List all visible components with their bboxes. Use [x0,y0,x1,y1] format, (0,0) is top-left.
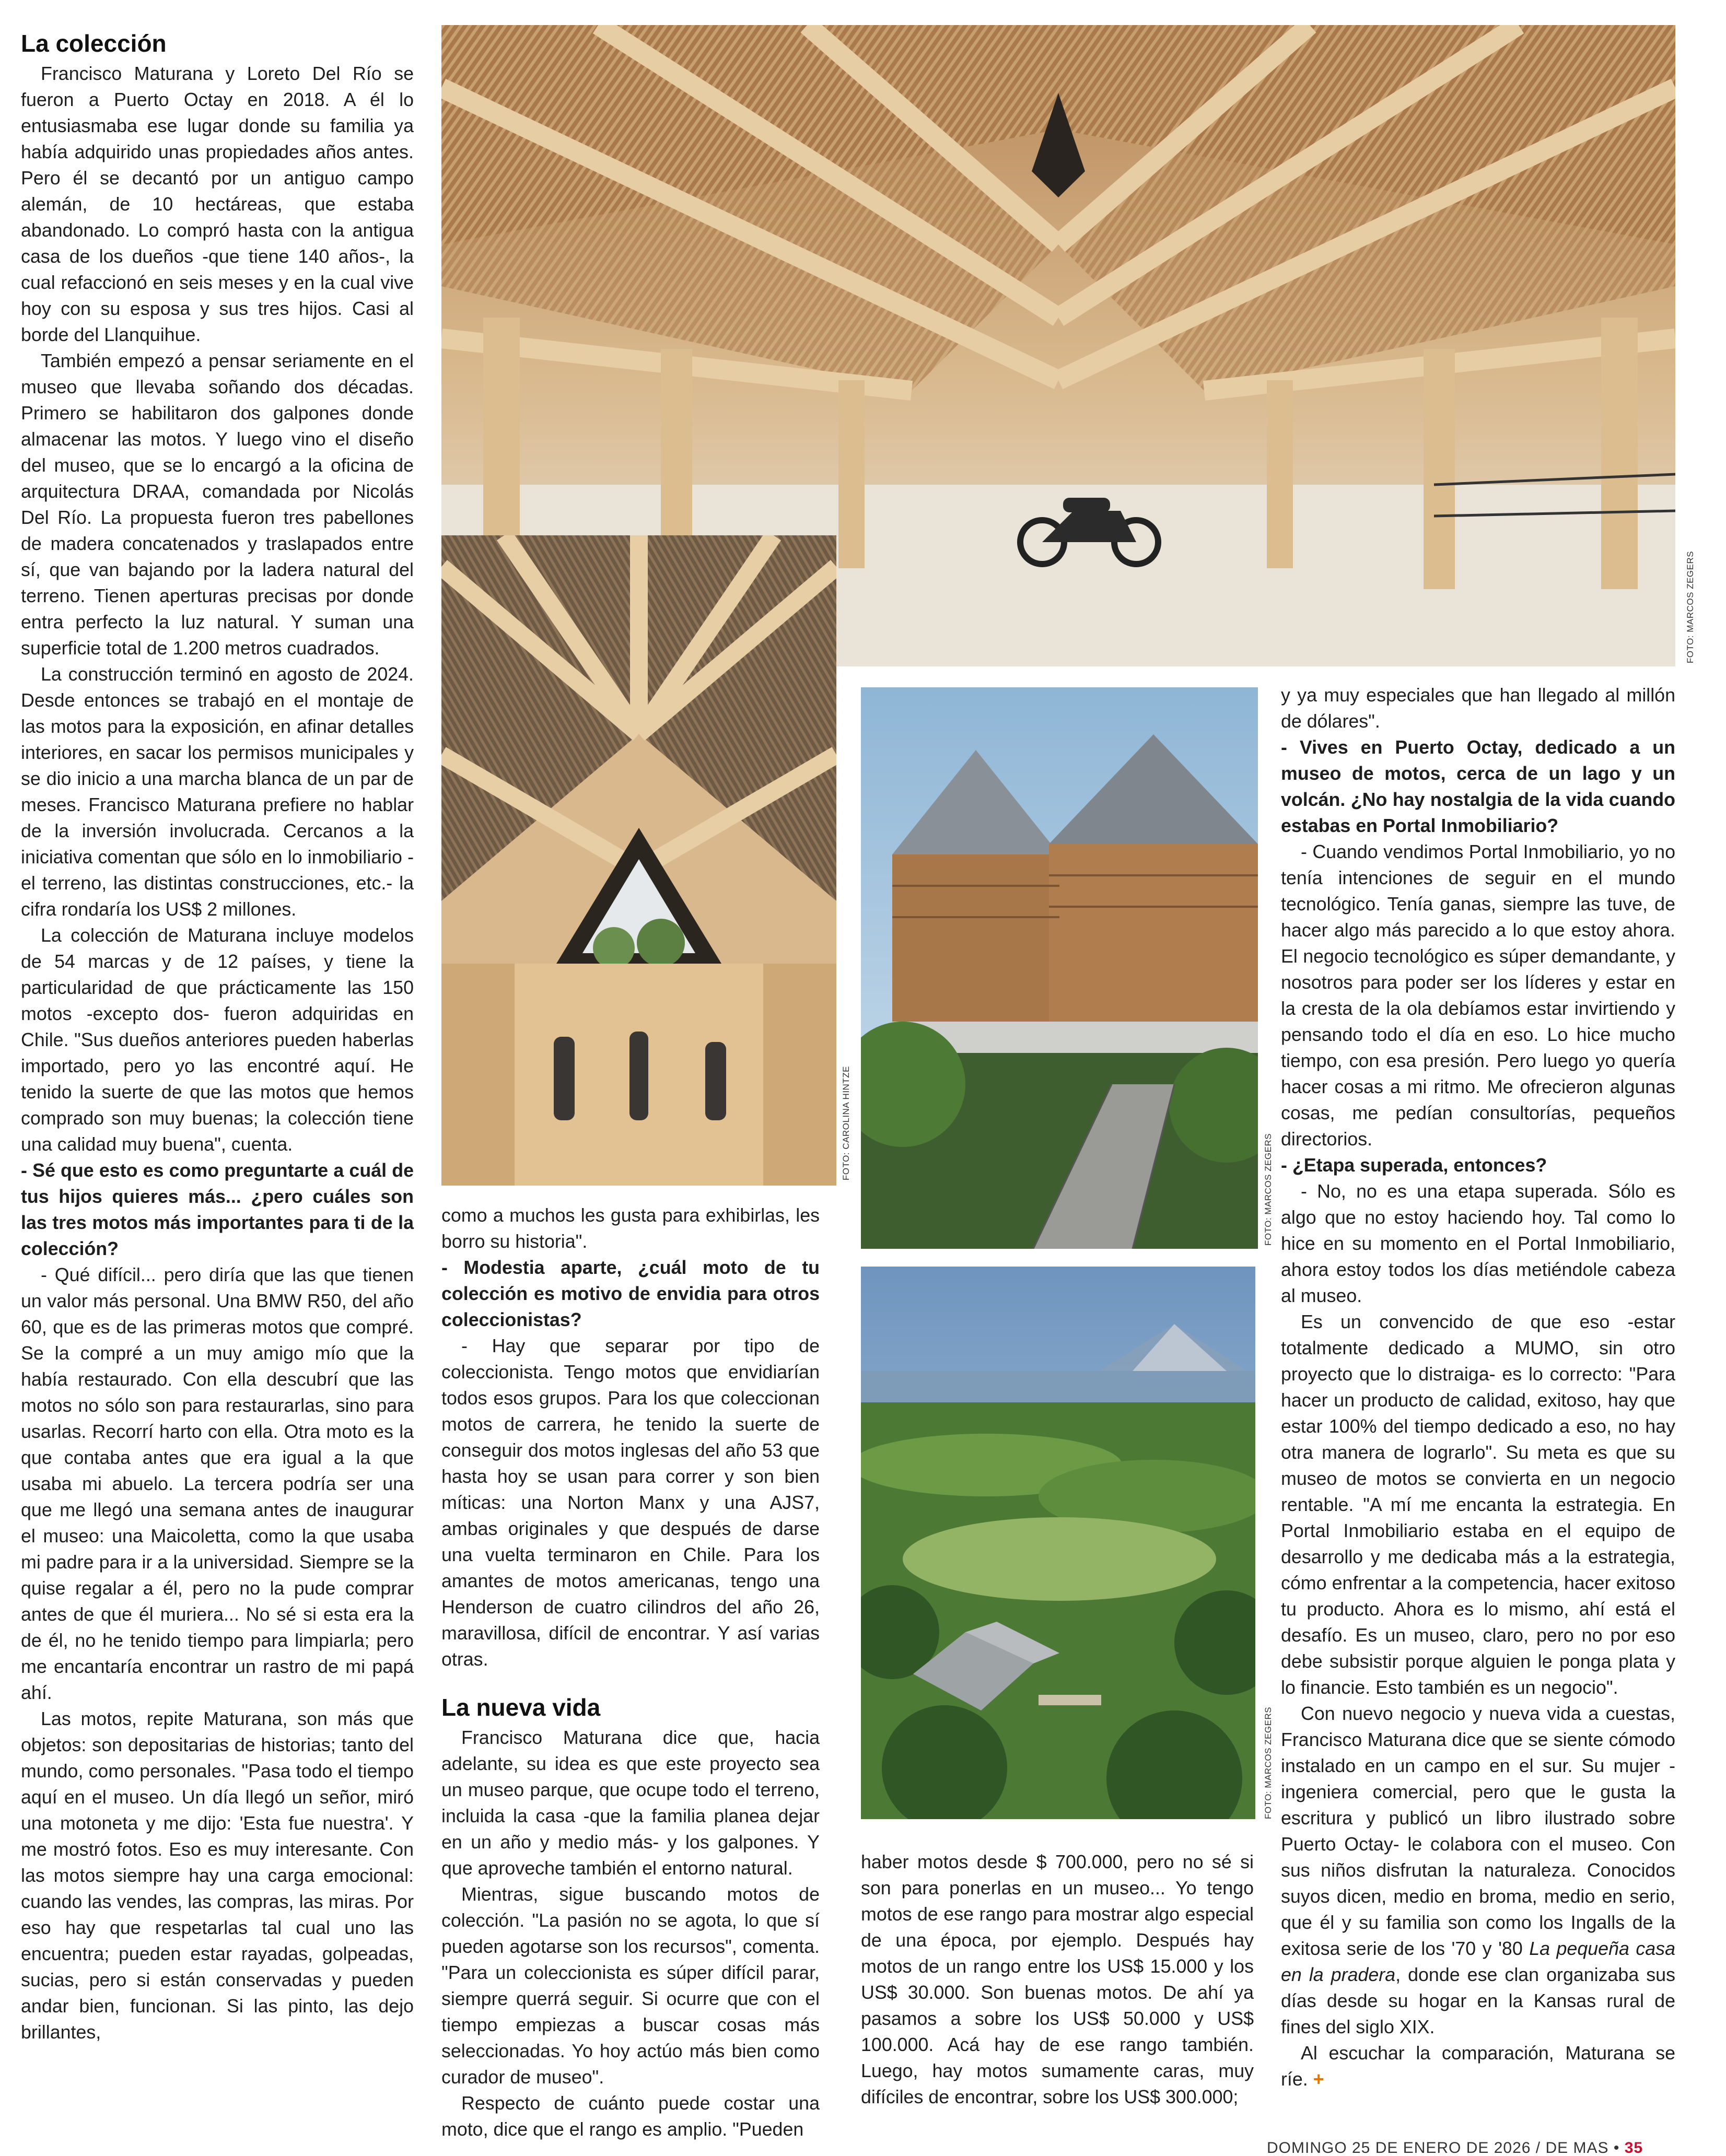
series-title: La pequeña casa en la pradera [1281,1938,1675,1985]
photo-aerial-lake-volcano [861,1267,1255,1819]
interview-question: - Modestia aparte, ¿cuál moto de tu colección es motivo de envidia para otros coleccionistas? [441,1257,820,1330]
paragraph: La construcción terminó en agosto de 2024. Desde entonces se trabajó en el montaje de las motos para la exposición, en afinar detalles interiores, en sacar los permisos municipales y se dio inicio a una marcha blanca de un par de meses. Francisco Maturana prefiere no hablar de la inversión involucrada. Cercanos a la iniciativa comentan que sólo en lo inmobiliario -el terreno, las distintas construcciones, etc.- la cifra rondaría los US$ 2 millones. [21,664,414,920]
paragraph: - Cuando vendimos Portal Inmobiliario, yo no tenía intenciones de seguir en el mundo tecnológico. Tenía ganas, siempre las tuve, de hacer algo más parecido a lo que estoy ahora. El negocio tecnológico es súper demandante, y nosotros para poder ser los líderes y estar en la cresta de la ola debíamos estar invirtiendo y pensando todo el día en eso. Lo hice mucho tiempo, con esa presión. Pero luego yo quería hacer cosas a mi ritmo. Me ofrecieron algunas cosas, me pedían consultorías, pequeños directorios. [1281,841,1675,1150]
section-heading-la-coleccion: La colección [21,30,167,57]
paragraph: Es un convencido de que eso -estar totalmente dedicado a MUMO, sin otro proyecto que lo distraiga- es lo correcto: "Para hacer un producto de calidad, exitoso, hay que estar 100% del tiempo dedicado a eso, no hay otra manera de lograrlo". Su meta es que su museo de motos se convierta en un negocio rentable. "A mí me encanta la estrategia. En Portal Inmobiliario estaba en el equipo de desarrollo y me dedicaba más a la estrategia, cómo enfrentar a la competencia, hacer exitoso tu producto. Ahora es lo mismo, ahí está el desafío. Es un museo, claro, pero no por eso debe subsistir porque alguien le ponga plata y lo financie. Esto también es un negocio". [1281,1311,1675,1698]
paragraph: - Qué difícil... pero diría que las que tienen un valor más personal. Una BMW R50, del año 60, que es de las primeras motos que compré. Se la compré a un muy amigo mío que la había restaurado. Con ella descubrí que las motos no sólo son para restaurarlas, sino para usarlas. Recorrí harto con ella. Otra moto es la que contaba antes que era igual a la que usaba mi abuelo. La tercera podría ser una que me llegó una semana antes de inaugurar el museo: una Maicoletta, como la que usaba mi padre para ir a la universidad. Siempre se la quise regalar a él, pero no la pude comprar antes de que él muriera... No sé si esta era la de él, no he tenido tiempo para limpiarla; pero me encantaría encontrar un rastro de mi papá ahí. [21,1264,414,1703]
paragraph: Respecto de cuánto puede costar una moto, dice que el rango es amplio. "Pueden [441,2093,820,2140]
photo-credit: FOTO: MARCOS ZEGERS [1263,1706,1273,1819]
footer-date: DOMINGO 25 DE ENERO DE 2026 / DE MAS • [1267,2139,1620,2156]
paragraph [1281,1701,1675,2040]
column-2 [441,1202,820,2142]
paragraph-text: Al escuchar la comparación, Maturana se ríe. [1281,2043,1675,2090]
section-heading-la-nueva-vida: La nueva vida [441,1694,601,1721]
photo-credit: FOTO: CAROLINA HINTZE [841,1066,851,1180]
paragraph: - Hay que separar por tipo de coleccionista. Tengo motos que envidiarían todos esos grupos. Para los que coleccionan motos de carrera, he tenido la suerte de conseguir dos motos inglesas del año 53 que hasta hoy se usan para correr y son bien míticas: una Norton Manx y una AJS7, ambas originales y que después de darse una vuelta terminaron en Chile. Para los amantes de motos americanas, tengo una Henderson de cuatro cilindros del año 26, maravillosa, difícil de encontrar. Y así varias otras. [441,1335,820,1670]
paragraph: Mientras, sigue buscando motos de colección. "La pasión no se agota, lo que sí pueden agotarse son los recursos", comenta. "Para un coleccionista es súper difícil parar, siempre querrá seguir. Si ocurre que con el tiempo empiezas a buscar cosas más seleccionadas. Yo hoy actúo más bien como curador de museo". [441,1884,820,2088]
paragraph: Las motos, repite Maturana, son más que objetos: son depositarias de historias; tanto del mundo, como personales. "Pasa todo el tiempo aquí en el museo. Un día llegó un señor, miró una motoneta y me dijo: 'Esta fue nuestra'. Y me mostró fotos. Eso es muy interesante. Con las motos siempre hay una carga emocional: cuando las vendes, las compras, las miras. Por eso hay que respetarlas tal cual uno las encuentra; pueden estar rayadas, golpeadas, sucias, pero si están conservadas y pueden andar bien, funcionan. Si las pinto, las dejo brillantes, [21,1708,414,2043]
paragraph: Francisco Maturana dice que, hacia adelante, su idea es que este proyecto sea un museo parque, que ocupe todo el terreno, incluida la casa -que la familia planea dejar en un año y medio más- y los galpones. Y que aproveche también el entorno natural. [441,1727,820,1879]
interview-question: - Vives en Puerto Octay, dedicado a un museo de motos, cerca de un lago y un volcán. ¿No hay nostalgia de la vida cuando estabas en Portal Inmobiliario? [1281,737,1675,836]
photo-museum-exterior-pavilions [861,687,1258,1249]
paragraph: También empezó a pensar seriamente en el museo que llevaba soñando dos décadas. Primero se habilitaron dos galpones donde almacenar las motos. Y luego vino el diseño del museo, que se lo encargó a la oficina de arquitectura DRAA, comandada por Nicolás Del Río. La propuesta fueron tres pabellones de madera concatenados y traslapados entre sí, que van bajando por la ladera natural del terreno. Tienen aperturas precisas por donde entra perfecto la luz natural. Y suman una superficie total de 1.200 metros cuadrados. [21,350,414,659]
paragraph [1281,2040,1675,2092]
paragraph: como a muchos les gusta para exhibirlas, les borro su historia". [441,1205,820,1252]
photo-credit: FOTO: MARCOS ZEGERS [1685,550,1695,663]
paragraph: haber motos desde $ 700.000, pero no sé si son para ponerlas en un museo... Yo tengo motos de ese rango para mostrar algo especial de una época, por ejemplo. Después hay motos de un rango entre los US$ 15.000 y los US$ 30.000. Son buenas motos. De ahí ya pasamos a sobre los US$ 50.000 y US$ 100.000. Acá hay de ese rango también. Luego, hay motos sumamente caras, muy difíciles de encontrar, sobre los US$ 300.000; [861,1852,1254,2107]
end-mark: + [1313,2069,1324,2090]
photo-credit: FOTO: MARCOS ZEGERS [1263,1133,1273,1246]
column-1 [21,27,414,2045]
interview-question: - Sé que esto es como preguntarte a cuál de tus hijos quieres más... ¿pero cuáles son las tres motos más importantes para ti de la colección? [21,1160,414,1259]
paragraph: La colección de Maturana incluye modelos de 54 marcas y de 12 países, y tiene la particularidad de que prácticamente las 150 motos -excepto dos- fueron adquiridas en Chile. "Sus dueños anteriores pueden haberlas importado, pero yo las encontré aquí. He tenido la suerte de que las motos que hemos comprado son muy buenas; la colección tiene una calidad muy buena", cuenta. [21,925,414,1155]
paragraph: Francisco Maturana y Loreto Del Río se fueron a Puerto Octay en 2018. A él lo entusiasmaba ese lugar donde su familia ya había adquirido unas propiedades años antes. Pero él se decantó por un antiguo campo alemán, de 10 hectáreas, que estaba abandonado. Lo compró hasta con la antigua casa de los dueños -que tiene 140 años-, la cual refaccionó en seis meses y en la cual vive hoy con su esposa y sus tres hijos. Casi al borde del Llanquihue. [21,63,414,345]
page-footer [1267,2139,1643,2156]
column-3 [861,1849,1254,2110]
column-4 [1281,682,1675,2092]
photo-museum-vault-motorcycles [441,535,836,1186]
page-number: 35 [1624,2139,1643,2156]
paragraph-text: , donde ese clan organizaba sus días desde su hogar en la Kansas rural de fines del siglo XIX. [1281,1964,1675,2037]
paragraph: - No, no es una etapa superada. Sólo es algo que no estoy haciendo hoy. Tal como lo hice en su momento en el Portal Inmobiliario, ahora estoy todos los días metiéndole cabeza al museo. [1281,1181,1675,1306]
paragraph-text: Con nuevo negocio y nueva vida a cuestas, Francisco Maturana dice que se siente cómodo instalado en un campo en el sur. Su mujer -ingeniera comercial, pero que le gusta la escritura y publicó un libro ilustrado sobre Puerto Octay- le colabora con el museo. Con sus niños disfrutan la naturaleza. Conocidos suyos dicen, medio en broma, medio en serio, que él y su familia son como los Ingalls de la exitosa serie de los '70 y '80 [1281,1703,1675,1959]
interview-question: - ¿Etapa superada, entonces? [1281,1155,1547,1176]
paragraph: y ya muy especiales que han llegado al millón de dólares". [1281,685,1675,732]
